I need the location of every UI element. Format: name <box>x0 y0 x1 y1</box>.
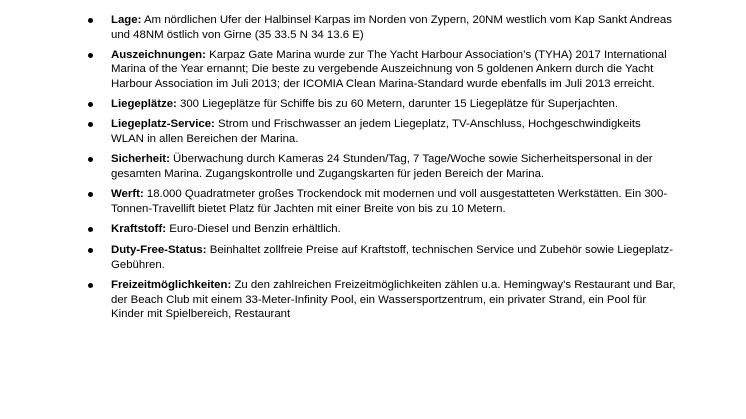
list-item-location <box>0 13 746 42</box>
bullet-icon <box>88 283 93 288</box>
item-term: Lage: <box>111 14 142 26</box>
item-term: Auszeichnungen: <box>111 48 206 61</box>
item-text: Euro-Diesel und Benzin erhältlich. <box>169 222 341 235</box>
marina-facts-list <box>0 13 746 327</box>
item-text: Überwachung durch Kameras 24 Stunden/Tag, 7 Tage/Woche sowie Sicherheitspersonal in der gesamten Marina. Zugangskontrolle und Zugangskarten für jeden Bereich der Marina. <box>111 153 653 180</box>
bullet-icon <box>88 227 93 232</box>
bullet-icon <box>88 53 93 58</box>
item-term: Werft: <box>111 187 144 200</box>
bullet-icon <box>88 122 93 127</box>
item-term: Liegeplatz-Service: <box>111 118 215 131</box>
bullet-icon <box>88 157 93 162</box>
item-term: Freizeitmöglichkeiten: <box>111 279 232 292</box>
item-text: Zu den zahlreichen Freizeitmöglichkeiten zählen u.a. Hemingway’s Restaurant und Bar, der Beach Club mit einem 33-Meter-Infinity Pool, ein Wassersportzentrum, ein privater Strand, ein Pool für Kinder mit Spielbereich, Restaurant <box>111 279 676 321</box>
bullet-icon <box>88 102 93 107</box>
item-text: 18.000 Quadratmeter großes Trockendock mit modernen und voll ausgestatteten Werkstätten. Ein 300-Tonnen-Travellift bietet Platz für Jachten mit einer Breite von bis zu 10 Metern. <box>111 187 668 215</box>
item-term: Sicherheit: <box>111 153 170 166</box>
list-item-berth-service <box>0 117 746 146</box>
bullet-icon <box>88 18 93 23</box>
list-item-berths <box>0 97 746 112</box>
item-term: Duty-Free-Status: <box>111 244 207 257</box>
list-item-awards <box>0 48 746 92</box>
item-term: Liegeplätze: <box>111 98 177 111</box>
list-item-security <box>0 152 746 181</box>
bullet-icon <box>88 248 93 253</box>
item-text: Strom und Frischwasser an jedem Liegeplatz, TV-Anschluss, Hochgeschwindigkeits WLAN in allen Bereichen der Marina. <box>111 118 641 145</box>
bullet-icon <box>88 192 93 197</box>
list-item-fuel <box>0 222 746 237</box>
item-text: Karpaz Gate Marina wurde zur The Yacht Harbour Association’s (TYHA) 2017 International Marina of the Year ernannt; Die beste zu vergebende Auszeichnung von 5 goldenen Ankern durch die Yacht Harbour Association im Juli 2013; der ICOMIA Clean Marina-Standard wurde ebenfalls im Juli 2013 erreicht. <box>111 48 667 90</box>
item-text: Beinhaltet zollfreie Preise auf Kraftstoff, technischen Service und Zubehör sowie Liegeplatz-Gebühren. <box>111 244 674 271</box>
item-text: Am nördlichen Ufer der Halbinsel Karpas im Norden von Zypern, 20NM westlich vom Kap Sankt Andreas und 48NM östlich von Girne (35 33.5 N 34 13.6 E) <box>111 14 672 41</box>
item-text: 300 Liegeplätze für Schiffe bis zu 60 Metern, darunter 15 Liegeplätze für Superjachten. <box>180 98 618 111</box>
list-item-leisure <box>0 278 746 322</box>
item-term: Kraftstoff: <box>111 222 167 235</box>
list-item-shipyard <box>0 187 746 216</box>
list-item-duty-free <box>0 243 746 272</box>
